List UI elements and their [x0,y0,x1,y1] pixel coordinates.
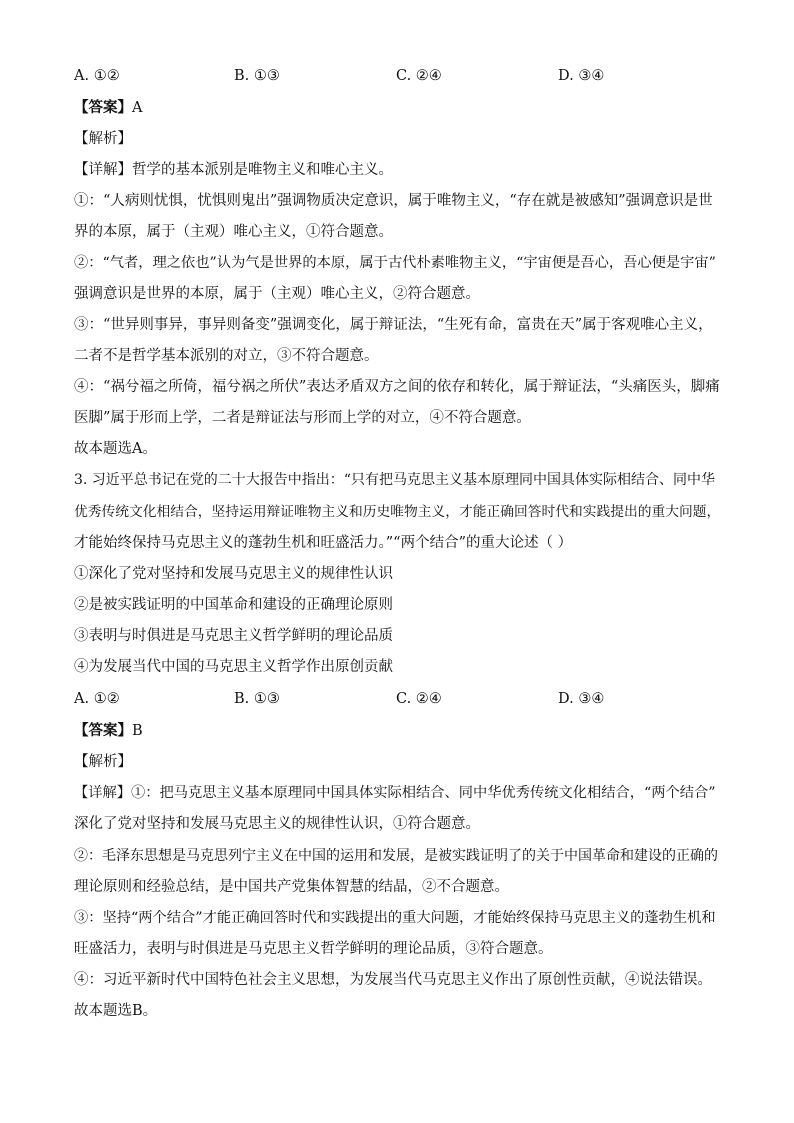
q3-analysis-line: 【详解】①：把马克思主义基本原理同中国具体实际相结合、同中华优秀传统文化相结合，“两个结合” [74,785,716,801]
q2-analysis-line: 医脚”属于形而上学，二者是辩证法与形而上学的对立，④不符合题意。 [74,410,531,426]
q3-statement: ③表明与时俱进是马克思主义哲学鲜明的理论品质 [74,628,393,644]
q3-answer-label: 【答案】 [74,722,132,739]
q3-analysis-line: 深化了党对坚持和发展马克思主义的规律性认识，①符合题意。 [74,816,480,832]
q3-analysis-label: 【解析】 [74,754,132,770]
q2-options [74,66,724,86]
q2-option-b: B. ①③ [234,68,280,84]
q3-stem-line: 才能始终保持马克思主义的蓬勃生机和旺盛活力。”“两个结合”的重大论述（ ） [74,535,573,551]
q3-analysis-line: 旺盛活力，表明与时俱进是马克思主义哲学鲜明的理论品质，③符合题意。 [74,941,553,957]
q3-analysis-line: ④：习近平新时代中国特色社会主义思想，为发展当代马克思主义作出了原创性贡献，④说法错误。 [74,972,712,988]
q3-stem-line: 3. 习近平总书记在党的二十大报告中指出：“只有把马克思主义基本原理同中国具体实际相结合、同中华 [74,472,715,488]
q2-analysis-line: ②：“气者，理之依也”认为气是世界的本原，属于古代朴素唯物主义，“宇宙便是吾心，吾心便是宇宙” [74,255,716,271]
q3-answer [74,721,724,741]
q3-answer-value: B [132,723,143,739]
q2-conclusion: 故本题选A。 [74,441,157,457]
q2-answer [74,98,724,118]
q3-option-d: D. ③④ [558,691,605,707]
q3-option-a: A. ①② [74,691,120,707]
q2-analysis-line: 强调意识是世界的本原，属于（主观）唯心主义，②符合题意。 [74,286,480,302]
q3-stem-line: 优秀传统文化相结合，坚持运用辩证唯物主义和历史唯物主义，才能正确回答时代和实践提出的重大问题， [74,504,721,520]
q2-analysis-label: 【解析】 [74,131,132,147]
q3-analysis-line: ③：坚持“两个结合”才能正确回答时代和实践提出的重大问题，才能始终保持马克思主义的蓬勃生机和 [74,910,716,926]
q3-statement: ①深化了党对坚持和发展马克思主义的规律性认识 [74,566,393,582]
q2-analysis-line: 【详解】哲学的基本派别是唯物主义和唯心主义。 [74,162,393,178]
q3-analysis-line: 理论原则和经验总结，是中国共产党集体智慧的结晶，②不合题意。 [74,879,509,895]
q3-statement: ④为发展当代中国的马克思主义哲学作出原创贡献 [74,659,393,675]
q3-statement: ②是被实践证明的中国革命和建设的正确理论原则 [74,597,393,613]
q3-analysis-line: ②：毛泽东思想是马克思列宁主义在中国的运用和发展，是被实践证明了的关于中国革命和建设的正确的 [74,848,718,864]
q3-option-b: B. ①③ [234,691,280,707]
q2-analysis-line: 二者不是哲学基本派别的对立，③不符合题意。 [74,348,379,364]
q2-analysis-line: ①：“人病则忧惧，忧惧则鬼出”强调物质决定意识，属于唯物主义，“存在就是被感知”强调意识是世 [74,193,713,209]
q2-option-d: D. ③④ [558,68,605,84]
q3-option-c: C. ②④ [396,691,442,707]
q2-option-c: C. ②④ [396,68,442,84]
q2-option-a: A. ①② [74,68,120,84]
q2-analysis-line: 界的本原，属于（主观）唯心主义，①符合题意。 [74,224,393,240]
q3-options [74,689,724,709]
q3-conclusion: 故本题选B。 [74,1003,158,1019]
q2-answer-label: 【答案】 [74,99,132,116]
q2-analysis-line: ③：“世异则事异，事异则备变”强调变化，属于辩证法，“生死有命，富贵在天”属于客观唯心主义， [74,317,713,333]
q2-answer-value: A [132,100,143,116]
q2-analysis-line: ④：“祸兮福之所倚，福兮祸之所伏”表达矛盾双方之间的依存和转化，属于辩证法，“头痛医头，脚痛 [74,379,720,395]
